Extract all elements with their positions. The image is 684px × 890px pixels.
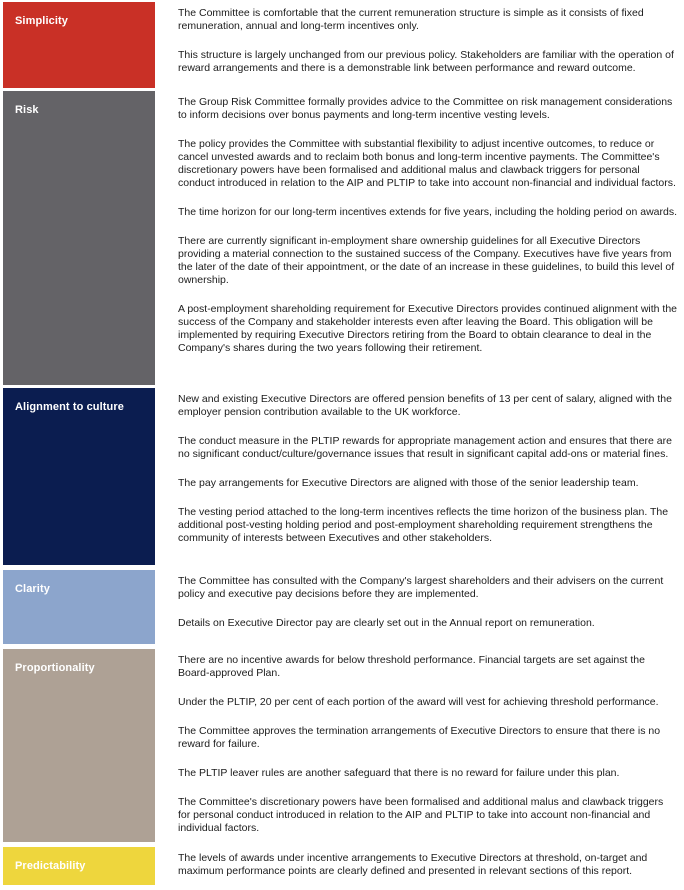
section-label-cell-simplicity — [3, 2, 155, 88]
policy-paragraph: The pay arrangements for Executive Directors are aligned with those of the senior leadership team. — [178, 477, 639, 489]
policy-paragraph: This structure is largely unchanged from our previous policy. Stakeholders are familiar with the operation of reward arrangements and there is a demonstrable link between performance and reward outcome. — [178, 49, 674, 74]
section-label-text: Clarity — [15, 583, 50, 595]
section-label-text: Proportionality — [15, 662, 95, 674]
policy-paragraph: The vesting period attached to the long-term incentives reflects the time horizon of the business plan. The additional post-vesting holding period and post-employment shareholding requirement strengthens the community of interests between Executives and other stakeholders. — [178, 506, 669, 544]
section-label-text: Alignment to culture — [15, 401, 124, 413]
section-content-risk — [178, 91, 678, 385]
policy-row-clarity — [3, 570, 684, 644]
policy-paragraph: There are no incentive awards for below threshold performance. Financial targets are set against the Board-approved Plan. — [178, 654, 645, 679]
section-content-clarity — [178, 570, 678, 644]
section-label-text: Risk — [15, 104, 39, 116]
policy-paragraph: The Committee has consulted with the Company's largest shareholders and their advisers on the current policy and executive pay decisions before they are implemented. — [178, 575, 664, 600]
policy-paragraph: The Committee is comfortable that the current remuneration structure is simple as it consists of fixed remuneration, annual and long-term incentives only. — [178, 7, 644, 32]
section-content-alignment-to-culture — [178, 388, 678, 565]
policy-paragraph: New and existing Executive Directors are offered pension benefits of 13 per cent of salary, aligned with the employer pension contribution available to the UK workforce. — [178, 393, 672, 418]
section-label-cell-risk — [3, 91, 155, 385]
section-label-cell-clarity — [3, 570, 155, 644]
section-label-cell-alignment-to-culture — [3, 388, 155, 565]
section-content-simplicity — [178, 2, 678, 88]
policy-row-proportionality — [3, 649, 684, 842]
policy-paragraph: Under the PLTIP, 20 per cent of each portion of the award will vest for achieving threshold performance. — [178, 696, 659, 708]
section-label-cell-proportionality — [3, 649, 155, 842]
policy-paragraph: The Committee approves the termination arrangements of Executive Directors to ensure that there is no reward for failure. — [178, 725, 661, 750]
section-label-text: Simplicity — [15, 15, 68, 27]
policy-row-simplicity — [3, 2, 684, 88]
policy-row-risk — [3, 91, 684, 385]
section-label-cell-predictability — [3, 847, 155, 885]
policy-paragraph: The policy provides the Committee with substantial flexibility to adjust incentive outcomes, to reduce or cancel unvested awards and to reclaim both bonus and long-term incentive payments. The Committee's discretionary powers have been formalised and additional malus and clawback triggers for personal conduct introduced in relation to the AIP and PLTIP to take into account non-financial and individual factors. — [178, 138, 676, 189]
section-content-proportionality — [178, 649, 678, 842]
policy-paragraph: The PLTIP leaver rules are another safeguard that there is no reward for failure under this plan. — [178, 767, 620, 779]
section-label-text: Predictability — [15, 860, 86, 872]
policy-paragraph: Details on Executive Director pay are clearly set out in the Annual report on remuneration. — [178, 617, 595, 629]
policy-paragraph: The Committee's discretionary powers have been formalised and additional malus and clawback triggers for personal conduct introduced in relation to the AIP and PLTIP to take into account non-financial and individual factors. — [178, 796, 664, 834]
policy-paragraph: The conduct measure in the PLTIP rewards for appropriate management action and ensures that there are no significant conduct/culture/governance issues that result in significant capital add-ons or material fines. — [178, 435, 672, 460]
policy-row-alignment-to-culture — [3, 388, 684, 565]
policy-paragraph: The time horizon for our long-term incentives extends for five years, including the holding period on awards. — [178, 206, 678, 218]
policy-paragraph: There are currently significant in-employment share ownership guidelines for all Executive Directors providing a material connection to the sustained success of the Company. Executives have five years from the later of the date of their appointment, or the date of an increase in these guidelines, to build this level of ownership. — [178, 235, 675, 286]
policy-paragraph: The Group Risk Committee formally provides advice to the Committee on risk management considerations to inform decisions over bonus payments and long-term incentive vesting levels. — [178, 96, 673, 121]
section-content-predictability — [178, 847, 678, 885]
policy-paragraph: A post-employment shareholding requirement for Executive Directors provides continued alignment with the success of the Company and stakeholder interests even after leaving the Board. This obligation will be implemented by requiring Executive Directors retiring from the Board to obtain clearance to deal in the Company's shares during the two years following their retirement. — [178, 303, 678, 354]
policy-paragraph: The levels of awards under incentive arrangements to Executive Directors at threshold, on-target and maximum performance points are clearly defined and presented in relevant sections of this report. — [178, 852, 648, 877]
policy-row-predictability — [3, 847, 684, 885]
